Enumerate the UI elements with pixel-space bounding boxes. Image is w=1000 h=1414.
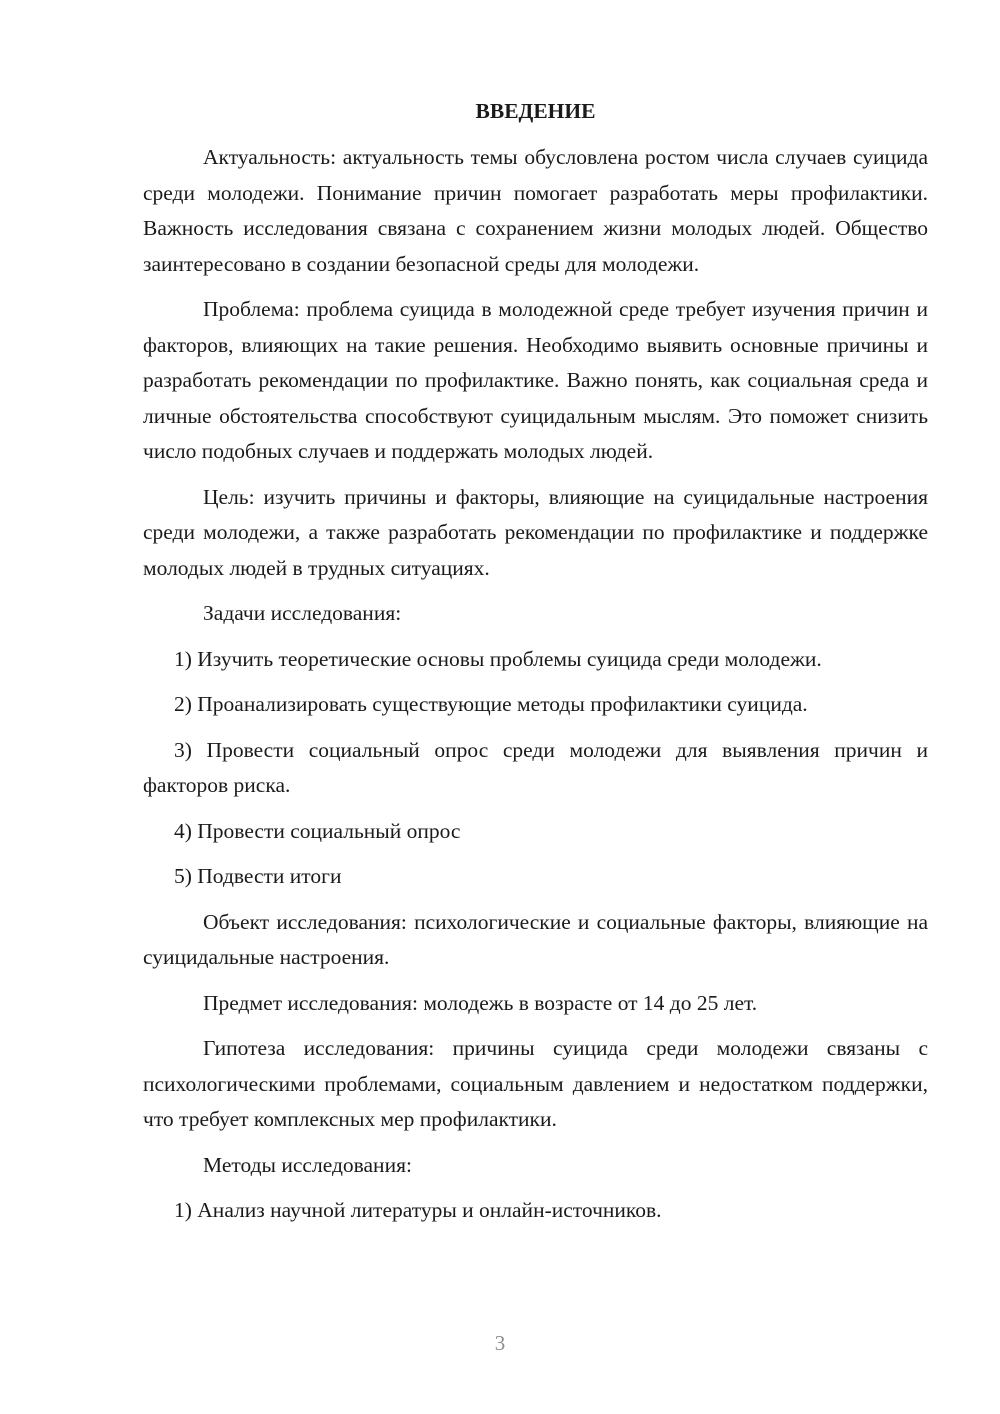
- tasks-heading: Задачи исследования:: [203, 601, 402, 625]
- subject-paragraph: Предмет исследования: молодежь в возрасте от 14 до 25 лет.: [203, 990, 758, 1015]
- section-title: ВВЕДЕНИЕ: [475, 99, 596, 123]
- relevance-paragraph: Актуальность: актуальность темы обусловлена ростом числа случаев суицида среди молодежи. Понимание причин помогает разработать меры профилактики. Важность исследования связана с сохранением жизни молодых людей. Общество заинтересовано в создании безопасной среды для молодежи.: [143, 145, 928, 276]
- goal-paragraph: Цель: изучить причины и факторы, влияющие на суицидальные настроения среди молодежи, а также разработать рекомендации по профилактике и поддержке молодых людей в трудных ситуациях.: [143, 484, 928, 580]
- page-number: 3: [494, 1331, 506, 1355]
- task-item-4: 4) Провести социальный опрос: [174, 818, 461, 843]
- task-item-2: 2) Проанализировать существующие методы профилактики суицида.: [174, 692, 808, 716]
- methods-heading: Методы исследования:: [203, 1152, 412, 1177]
- task-item-3: 3) Провести социальный опрос среди молодежи для выявления причин и факторов риска.: [143, 737, 928, 797]
- task-item-5: 5) Подвести итоги: [174, 864, 342, 888]
- method-item-1: 1) Анализ научной литературы и онлайн-источников.: [174, 1198, 662, 1222]
- document-page: [143, 94, 928, 1239]
- problem-paragraph: Проблема: проблема суицида в молодежной среде требует изучения причин и факторов, влияющих на такие решения. Необходимо выявить основные причины и разработать рекомендации по профилактике. Важно понять, как социальная среда и личные обстоятельства способствуют суицидальным мыслям. Это поможет снизить число подобных случаев и поддержать молодых людей.: [143, 297, 928, 463]
- object-paragraph: Объект исследования: психологические и социальные факторы, влияющие на суицидальные настроения.: [143, 909, 928, 969]
- task-item-1: 1) Изучить теоретические основы проблемы суицида среди молодежи.: [174, 646, 822, 671]
- hypothesis-paragraph: Гипотеза исследования: причины суицида среди молодежи связаны с психологическими проблемами, социальным давлением и недостатком поддержки, что требует комплексных мер профилактики.: [143, 1036, 928, 1131]
